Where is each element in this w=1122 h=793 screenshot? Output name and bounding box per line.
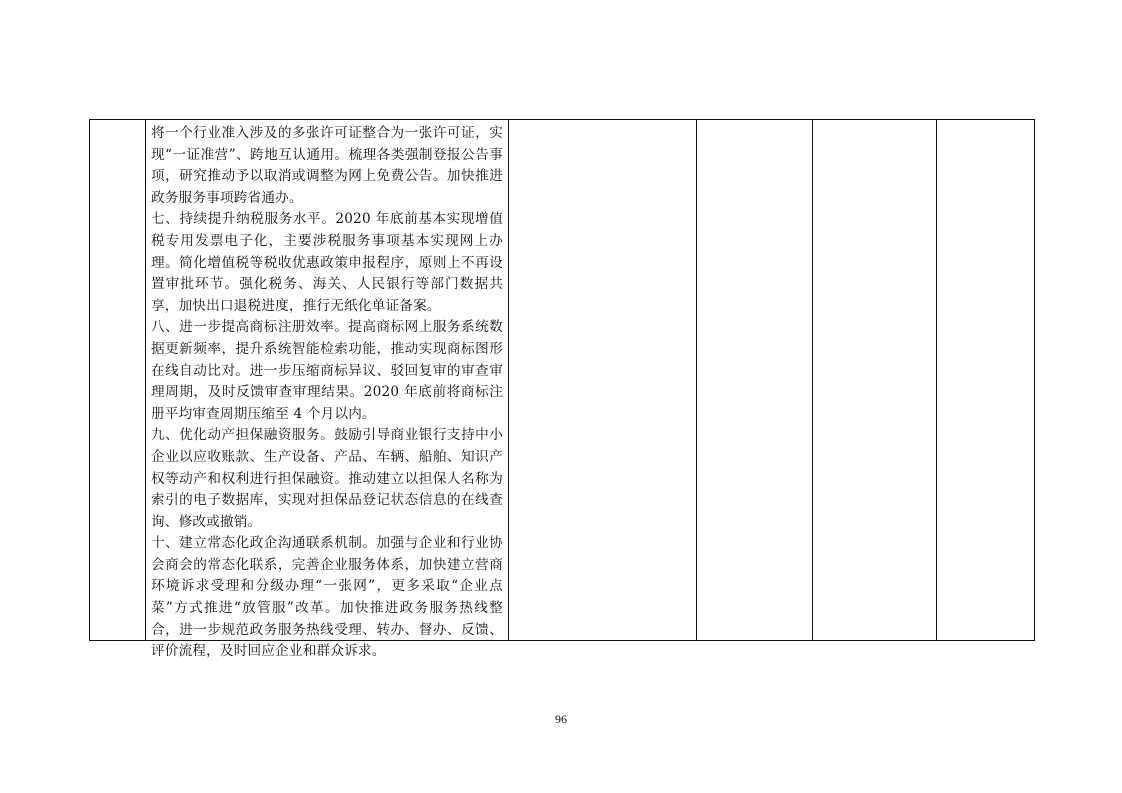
column-divider bbox=[812, 120, 813, 640]
measure-paragraph: 十、建立常态化政企沟通联系机制。加强与企业和行业协会商会的常态化联系，完善企业服务体系，加快建立营商环境诉求受理和分级办理“一张网”，更多采取“企业点菜”方式推进“放管服”改革。加快推进政务服务热线整合，进一步规范政务服务热线受理、转办、督办、反馈、评价流程，及时回应企业和群众诉求。 bbox=[151, 535, 503, 660]
measures-cell bbox=[151, 123, 503, 663]
column-divider bbox=[696, 120, 697, 640]
column-divider bbox=[145, 120, 146, 640]
column-divider bbox=[936, 120, 937, 640]
measure-paragraph: 七、持续提升纳税服务水平。2020 年底前基本实现增值税专用发票电子化，主要涉税服务事项基本实现网上办理。简化增值税等税收优惠政策申报程序，原则上不再设置审批环节。强化税务、海关、人民银行等部门数据共享，加快出口退税进度，推行无纸化单证备案。 bbox=[151, 211, 503, 314]
measure-paragraph: 将一个行业准入涉及的多张许可证整合为一张许可证，实现“一证准营”、跨地互认通用。梳理各类强制登报公告事项，研究推动予以取消或调整为网上免费公告。加快推进政务服务事项跨省通办。 bbox=[151, 125, 503, 206]
column-divider bbox=[508, 120, 509, 640]
policy-table bbox=[89, 119, 1035, 660]
measure-paragraph: 八、进一步提高商标注册效率。提高商标网上服务系统数据更新频率，提升系统智能检索功能，推动实现商标图形在线自动比对。进一步压缩商标异议、驳回复审的审查审理周期，及时反馈审查审理结果。2020 年底前将商标注册平均审查周期压缩至 4 个月以内。 bbox=[151, 319, 503, 422]
page-number: 96 bbox=[555, 712, 567, 726]
measure-paragraph: 九、优化动产担保融资服务。鼓励引导商业银行支持中小企业以应收账款、生产设备、产品、车辆、船舶、知识产权等动产和权利进行担保融资。推动建立以担保人名称为索引的电子数据库，实现对担保品登记状态信息的在线查询、修改或撤销。 bbox=[151, 427, 503, 530]
